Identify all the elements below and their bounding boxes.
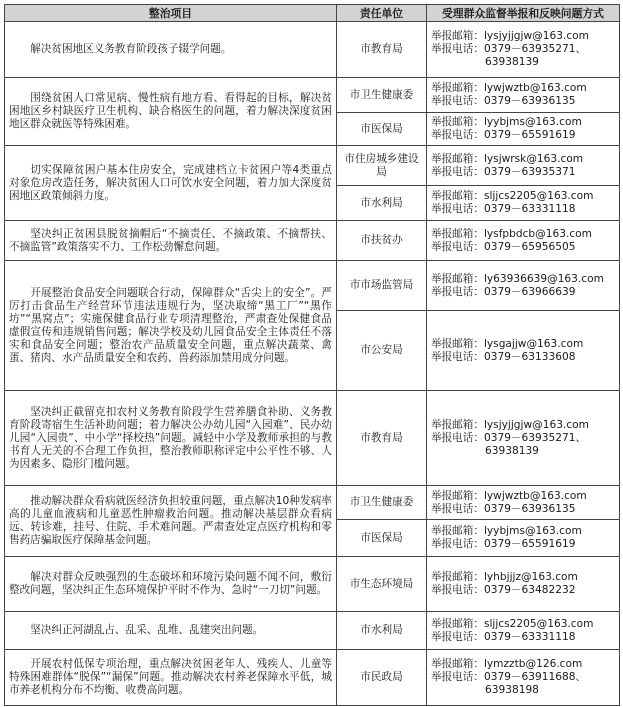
item-cell: 解决贫困地区义务教育阶段孩子辍学问题。: [5, 22, 337, 78]
unit-cell: 市卫生健康委: [337, 78, 427, 113]
table-row: [5, 78, 620, 113]
item-cell: 坚决纠正贫困县脱贫摘帽后“不摘责任、不摘政策、不摘帮扶、不摘监管”政策落实不力、工作松劲懈怠问题。: [5, 221, 337, 261]
contact-cell: [427, 520, 620, 557]
report-phone: 举报电话：0379－63331118: [431, 203, 576, 215]
contact-cell: [427, 612, 620, 650]
unit-cell: 市住房城乡建设局: [337, 146, 427, 186]
report-email: 举报邮箱：lymzztb@126.com: [431, 658, 583, 670]
table-row: [5, 146, 620, 186]
table-row: [5, 650, 620, 706]
header-unit: 责任单位: [337, 5, 427, 22]
report-email: 举报邮箱：lyybjms@163.com: [431, 525, 582, 537]
contact-cell: [427, 113, 620, 146]
report-email: 举报邮箱：lysgajjw@163.com: [431, 337, 584, 350]
table-row: [5, 391, 620, 486]
unit-cell: 市水利局: [337, 186, 427, 221]
unit-cell: 市生态环境局: [337, 557, 427, 612]
contact-cell: [427, 650, 620, 706]
unit-cell: 市医保局: [337, 520, 427, 557]
item-cell: 开展整治食品安全问题联合行动，保障群众“舌尖上的安全”。严厉打击食品生产经营环节违法违规行为，坚决取缔“黑工厂”“黑作坊”“黑窝点”；实施保健食品行业专项清理整治，严肃查处保健食品虚假宣传和违规销售问题；解决学校及幼儿园食品安全主体责任不落实和食品安全问题；整治农产品质量安全问题，重点解决蔬菜、禽蛋、猪肉、水产品质量安全和农药、兽药添加禁用成分问题。: [5, 261, 337, 391]
table-row: [5, 612, 620, 650]
contact-cell: [427, 486, 620, 520]
report-phone: 举报电话：0379－63482232: [431, 584, 576, 596]
contact-cell: [427, 391, 620, 486]
report-email: 举报邮箱：lysjyjjgjw@163.com: [431, 30, 589, 42]
report-phone: 举报电话：0379－63935271、: [431, 43, 587, 55]
contact-cell: [427, 311, 620, 391]
unit-cell: 市教育局: [337, 391, 427, 486]
report-phone: 举报电话：0379－65591619: [431, 129, 576, 141]
table-row: [5, 557, 620, 612]
report-phone: 举报电话：0379－63133608: [431, 350, 576, 363]
table-header-row: [5, 5, 620, 22]
report-email: 举报邮箱：ly63936639@163.com: [431, 272, 604, 285]
report-phone: 举报电话：0379－63936135: [431, 95, 576, 107]
report-phone: 举报电话：0379－63936135: [431, 502, 576, 515]
contact-cell: [427, 22, 620, 78]
report-phone-extra: 63938139: [485, 444, 539, 457]
item-cell: 切实保障贫困户基本住房安全，完成建档立卡贫困户等4类重点对象危房改造任务，解决贫困人口可饮水安全问题，着力加大深度贫困地区政策倾斜力度。: [5, 146, 337, 221]
report-phone: 举报电话：0379－65956505: [431, 240, 576, 253]
report-phone: 举报电话：0379－65591619: [431, 538, 576, 550]
table-row: [5, 221, 620, 261]
report-email: 举报邮箱：lysjyjjgjw@163.com: [431, 418, 589, 431]
report-phone: 举报电话：0379－63911688、: [431, 671, 587, 683]
report-phone: 举报电话：0379－63331118: [431, 630, 576, 643]
contact-cell: [427, 557, 620, 612]
unit-cell: 市市场监管局: [337, 261, 427, 311]
contact-cell: [427, 78, 620, 113]
rectification-table: [4, 4, 620, 706]
contact-cell: [427, 261, 620, 311]
unit-cell: 市扶贫办: [337, 221, 427, 261]
report-phone: 举报电话：0379－63935271、: [431, 431, 587, 444]
report-phone: 举报电话：0379－63966639: [431, 285, 576, 298]
report-email: 举报邮箱：sljjcs2205@163.com: [431, 190, 594, 202]
unit-cell: 市教育局: [337, 22, 427, 78]
report-email: 举报邮箱：lysjwrsk@163.com: [431, 152, 584, 165]
item-cell: 围绕贫困人口常见病、慢性病有地方看、看得起的目标，解决贫困地区乡村缺医疗卫生机构、缺合格医生的问题，着力解决深度贫困地区群众就医等特殊困难。: [5, 78, 337, 146]
report-phone-extra: 63938139: [485, 56, 539, 68]
header-contact: 受理群众监督举报和反映问题方式: [427, 5, 620, 22]
unit-cell: 市民政局: [337, 650, 427, 706]
unit-cell: 市卫生健康委: [337, 486, 427, 520]
item-cell: 推动解决群众看病就医经济负担较重问题，重点解决10种发病率高的儿童血液病和儿童恶性肿瘤救治问题。推动解决基层群众看病远、转诊难，挂号、住院、手术难问题。严肃查处定点医疗机构和零售药店骗取医疗保障基金问题。: [5, 486, 337, 557]
report-phone-extra: 63938198: [485, 684, 539, 696]
item-cell: 坚决纠正河湖乱占、乱采、乱堆、乱建突出问题。: [5, 612, 337, 650]
report-email: 举报邮箱：lyhbjjjz@163.com: [431, 571, 578, 583]
report-phone: 举报电话：0379－63935371: [431, 165, 576, 178]
item-cell: 解决对群众反映强烈的生态破坏和环境污染问题不闻不问，敷衍整改问题，坚决纠正生态环境保护平时不作为、急时“一刀切”问题。: [5, 557, 337, 612]
report-email: 举报邮箱：sljjcs2205@163.com: [431, 617, 594, 630]
report-email: 举报邮箱：lyybjms@163.com: [431, 116, 582, 128]
report-email: 举报邮箱：lywjwztb@163.com: [431, 82, 587, 94]
header-item: 整治项目: [5, 5, 337, 22]
contact-cell: [427, 221, 620, 261]
table-row: [5, 22, 620, 78]
report-email: 举报邮箱：lysfpbdcb@163.com: [431, 227, 592, 240]
report-email: 举报邮箱：lywjwztb@163.com: [431, 489, 587, 502]
item-cell: 坚决纠正截留克扣农村义务教育阶段学生营养膳食补助、义务教育阶段寄宿生生活补助问题；着力解决公办幼儿园“入园难”、民办幼儿园“入园贵”、中小学“择校热”问题。减轻中小学及教师承担的与教书育人无关的不合理工作负担，整治教师职称评定中公平性不够、人为因素多、隐形门槛问题。: [5, 391, 337, 486]
item-cell: 开展农村低保专项治理，重点解决贫困老年人、残疾人、儿童等特殊困难群体“脱保”“漏保”问题。推动解决农村养老保障水平低，城市养老机构分布不均衡、收费高问题。: [5, 650, 337, 706]
contact-cell: [427, 186, 620, 221]
table-row: [5, 261, 620, 311]
contact-cell: [427, 146, 620, 186]
unit-cell: 市公安局: [337, 311, 427, 391]
unit-cell: 市医保局: [337, 113, 427, 146]
unit-cell: 市水利局: [337, 612, 427, 650]
table-row: [5, 486, 620, 520]
